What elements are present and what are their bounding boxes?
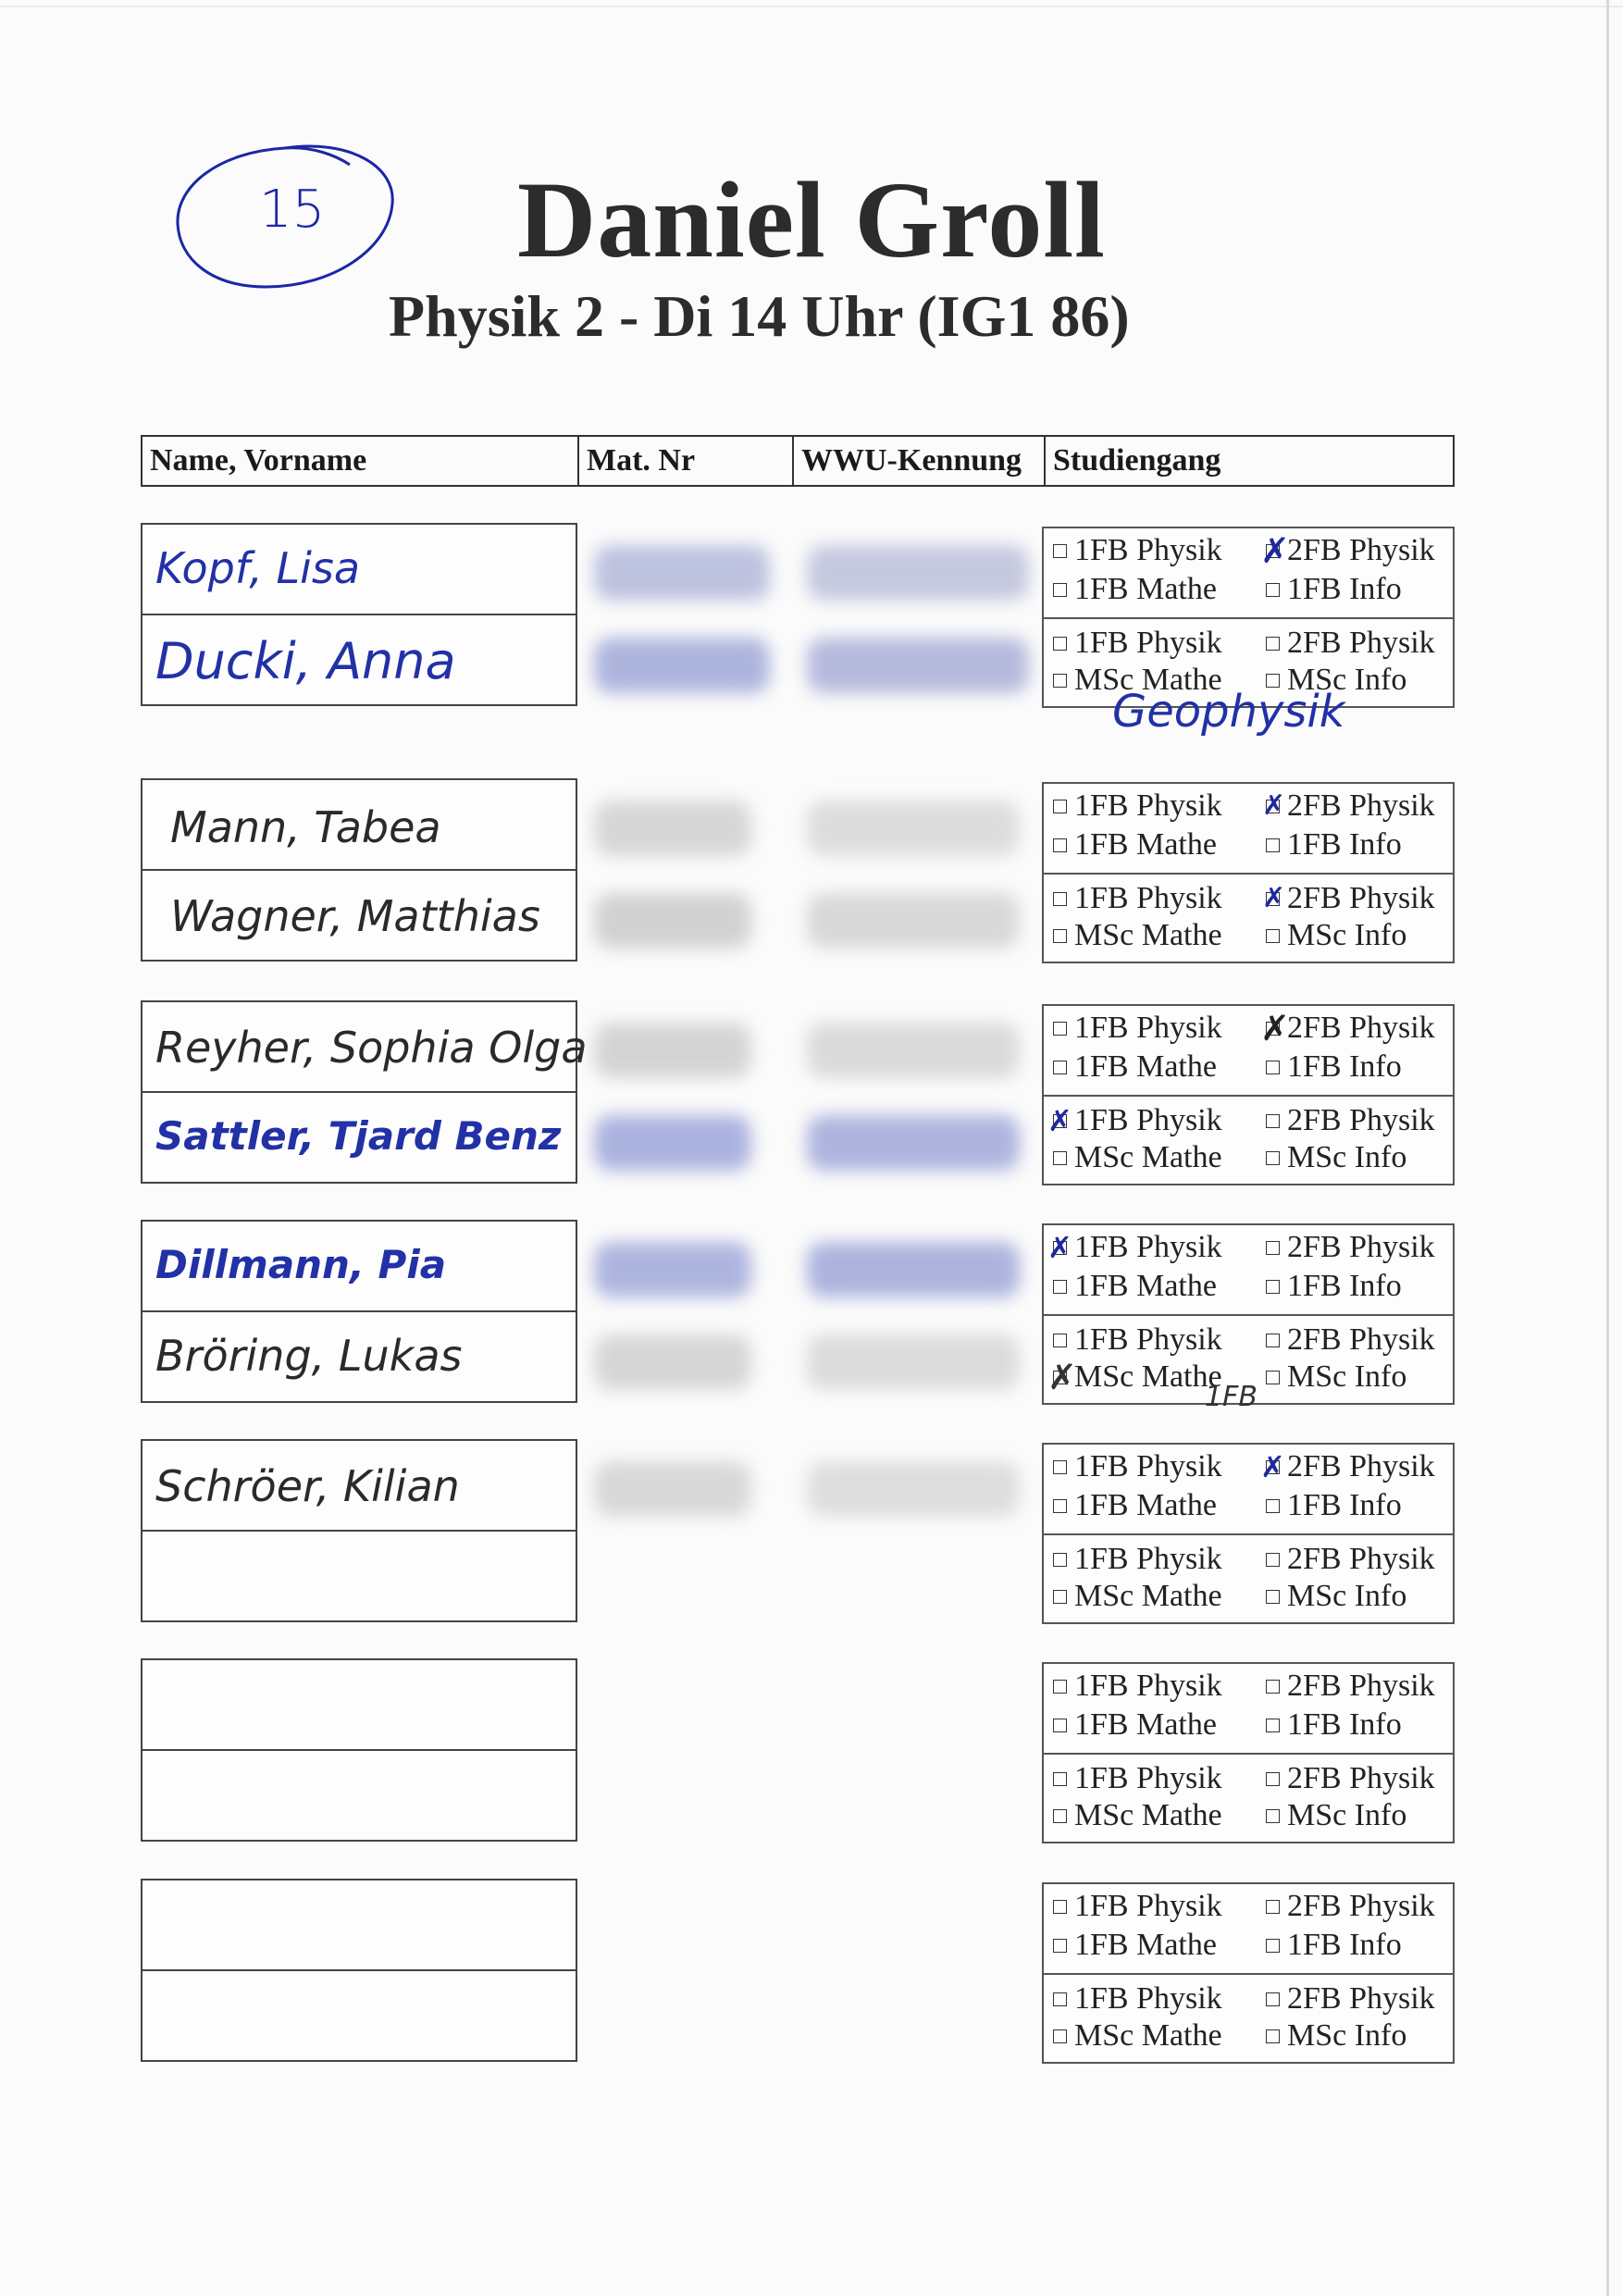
option-1fb-physik[interactable]: 1FB Physik	[1053, 532, 1222, 569]
option-1fb-physik[interactable]: 1FB Physik	[1053, 1888, 1222, 1925]
name-box	[141, 523, 577, 706]
student-group-6	[141, 1658, 1455, 1843]
student-name[interactable]: Ducki, Anna	[155, 632, 456, 690]
redacted-wwu	[807, 1334, 1020, 1390]
option-1fb-physik[interactable]: 1FB Physik	[1053, 1322, 1222, 1359]
option-2fb-physik[interactable]: 2FB Physik	[1266, 1102, 1435, 1139]
option-1fb-mathe[interactable]: 1FB Mathe	[1053, 571, 1217, 608]
option-1fb-physik[interactable]: 1FB Physik	[1053, 1668, 1222, 1705]
check-mark-icon: ✗	[1047, 1230, 1072, 1265]
student-group-7	[141, 1879, 1455, 2064]
redacted-wwu	[807, 545, 1029, 601]
redacted-matnr	[594, 1334, 751, 1390]
option-2fb-physik[interactable]: 2FB Physik	[1266, 1888, 1435, 1925]
option-1fb-info[interactable]: 1FB Info	[1266, 1049, 1402, 1086]
option-msc-info[interactable]: MSc Info	[1266, 1139, 1406, 1176]
redacted-matnr	[594, 1242, 751, 1297]
option-msc-mathe[interactable]: MSc Mathe	[1053, 1797, 1222, 1834]
option-2fb-physik[interactable]: 2FB Physik	[1266, 1229, 1435, 1266]
option-msc-mathe[interactable]: MSc Mathe	[1053, 1139, 1222, 1176]
option-msc-mathe[interactable]: MSc Mathe	[1053, 2017, 1222, 2054]
page-top-edge	[0, 6, 1623, 7]
option-1fb-physik[interactable]: 1FB Physik	[1053, 1102, 1222, 1139]
student-name[interactable]: Kopf, Lisa	[155, 543, 361, 593]
name-box	[141, 1658, 577, 1842]
redacted-wwu	[807, 1115, 1020, 1171]
student-group-2	[141, 778, 1455, 963]
student-group-4	[141, 1220, 1455, 1413]
option-2fb-physik[interactable]: 2FB Physik	[1266, 1980, 1435, 2017]
student-group-3	[141, 1000, 1455, 1185]
handwritten-note: 1FB	[1205, 1381, 1258, 1413]
table-header	[141, 435, 1455, 490]
option-1fb-info[interactable]: 1FB Info	[1266, 1927, 1402, 1964]
option-msc-info[interactable]: MSc Info	[1266, 917, 1406, 954]
option-msc-info[interactable]: MSc Info	[1266, 2017, 1406, 2054]
student-name[interactable]: Wagner, Matthias	[170, 891, 540, 941]
header-wwu: WWU-Kennung	[792, 435, 1046, 487]
option-2fb-physik[interactable]: 2FB Physik	[1266, 1760, 1435, 1797]
header-name: Name, Vorname	[141, 435, 579, 487]
student-name[interactable]: Sattler, Tjard Benz	[155, 1113, 562, 1159]
option-1fb-physik[interactable]: 1FB Physik	[1053, 1980, 1222, 2017]
handwritten-note: Geophysik	[1112, 686, 1345, 738]
option-msc-mathe[interactable]: MSc Mathe	[1053, 662, 1222, 699]
option-2fb-physik[interactable]: 2FB Physik	[1266, 625, 1435, 662]
redacted-matnr	[594, 1115, 751, 1171]
option-2fb-physik[interactable]: 2FB Physik	[1266, 1541, 1435, 1578]
name-box	[141, 1000, 588, 1184]
option-msc-info[interactable]: MSc Info	[1266, 1797, 1406, 1834]
option-2fb-physik[interactable]: 2FB Physik	[1266, 880, 1435, 917]
option-2fb-physik[interactable]: 2FB Physik	[1266, 1010, 1435, 1047]
course-box	[1042, 1882, 1455, 2064]
option-msc-info[interactable]: MSc Info	[1266, 662, 1406, 699]
option-1fb-physik[interactable]: 1FB Physik	[1053, 1541, 1222, 1578]
option-1fb-physik[interactable]: 1FB Physik	[1053, 1229, 1222, 1266]
group-number: 15	[259, 180, 326, 240]
option-msc-mathe[interactable]: MSc Mathe	[1053, 917, 1222, 954]
option-1fb-info[interactable]: 1FB Info	[1266, 1706, 1402, 1744]
option-msc-info[interactable]: MSc Info	[1266, 1359, 1406, 1396]
option-1fb-info[interactable]: 1FB Info	[1266, 1268, 1402, 1305]
page-subtitle: Physik 2 - Di 14 Uhr (IG1 86)	[389, 283, 1130, 349]
option-1fb-mathe[interactable]: 1FB Mathe	[1053, 1049, 1217, 1086]
student-name[interactable]: Mann, Tabea	[170, 802, 441, 852]
student-name[interactable]: Reyher, Sophia Olga	[155, 1023, 588, 1073]
course-box	[1042, 1662, 1455, 1843]
name-box	[141, 1439, 577, 1622]
check-mark-icon: ✗	[1047, 1357, 1077, 1397]
course-box	[1042, 782, 1455, 963]
redacted-wwu	[807, 893, 1020, 949]
redacted-matnr	[594, 1023, 751, 1078]
student-name[interactable]: Bröring, Lukas	[155, 1331, 463, 1381]
option-1fb-info[interactable]: 1FB Info	[1266, 1487, 1402, 1524]
option-1fb-physik[interactable]: 1FB Physik	[1053, 625, 1222, 662]
option-1fb-mathe[interactable]: 1FB Mathe	[1053, 1927, 1217, 1964]
course-box	[1042, 1004, 1455, 1185]
option-2fb-physik[interactable]: 2FB Physik	[1266, 788, 1435, 825]
course-box	[1042, 1443, 1455, 1624]
name-box	[141, 778, 577, 962]
option-msc-info[interactable]: MSc Info	[1266, 1578, 1406, 1615]
option-1fb-physik[interactable]: 1FB Physik	[1053, 880, 1222, 917]
redacted-matnr	[594, 545, 770, 601]
student-name[interactable]: Dillmann, Pia	[155, 1242, 447, 1287]
redacted-wwu	[807, 1242, 1020, 1297]
check-mark-icon: ✗	[1260, 530, 1290, 571]
redacted-matnr	[594, 893, 751, 949]
option-2fb-physik[interactable]: 2FB Physik	[1266, 532, 1435, 569]
option-1fb-physik[interactable]: 1FB Physik	[1053, 788, 1222, 825]
header-matnr: Mat. Nr	[577, 435, 794, 487]
option-msc-mathe[interactable]: MSc Mathe	[1053, 1578, 1222, 1615]
option-1fb-mathe[interactable]: 1FB Mathe	[1053, 1706, 1217, 1744]
option-2fb-physik[interactable]: 2FB Physik	[1266, 1668, 1435, 1705]
check-mark-icon: ✗	[1262, 789, 1286, 822]
course-box	[1042, 527, 1455, 708]
option-2fb-physik[interactable]: 2FB Physik	[1266, 1448, 1435, 1485]
page-title: Daniel Groll	[517, 159, 1106, 280]
check-mark-icon: ✗	[1260, 1008, 1290, 1049]
student-name[interactable]: Schröer, Kilian	[155, 1461, 460, 1511]
option-2fb-physik[interactable]: 2FB Physik	[1266, 1322, 1435, 1359]
option-1fb-physik[interactable]: 1FB Physik	[1053, 1760, 1222, 1797]
option-1fb-physik[interactable]: 1FB Physik	[1053, 1010, 1222, 1047]
redacted-matnr	[594, 800, 751, 856]
option-1fb-info[interactable]: 1FB Info	[1266, 571, 1402, 608]
redacted-matnr	[594, 1461, 751, 1517]
redacted-matnr	[594, 638, 770, 693]
option-1fb-mathe[interactable]: 1FB Mathe	[1053, 1487, 1217, 1524]
student-group-1	[141, 523, 1455, 738]
check-mark-icon: ✗	[1260, 1449, 1285, 1484]
header-studiengang: Studiengang	[1044, 435, 1455, 487]
redacted-wwu	[807, 1461, 1020, 1517]
check-mark-icon: ✗	[1262, 882, 1286, 914]
check-mark-icon: ✗	[1047, 1103, 1072, 1138]
option-msc-mathe[interactable]: MSc Mathe	[1053, 1359, 1222, 1396]
page-right-edge	[1606, 0, 1609, 2296]
name-box	[141, 1220, 577, 1403]
name-box	[141, 1879, 577, 2062]
student-group-5	[141, 1439, 1455, 1624]
redacted-wwu	[807, 638, 1029, 693]
option-1fb-info[interactable]: 1FB Info	[1266, 826, 1402, 863]
redacted-wwu	[807, 1023, 1020, 1078]
redacted-wwu	[807, 800, 1020, 856]
option-1fb-physik[interactable]: 1FB Physik	[1053, 1448, 1222, 1485]
option-1fb-mathe[interactable]: 1FB Mathe	[1053, 826, 1217, 863]
option-1fb-mathe[interactable]: 1FB Mathe	[1053, 1268, 1217, 1305]
course-box	[1042, 1223, 1455, 1405]
